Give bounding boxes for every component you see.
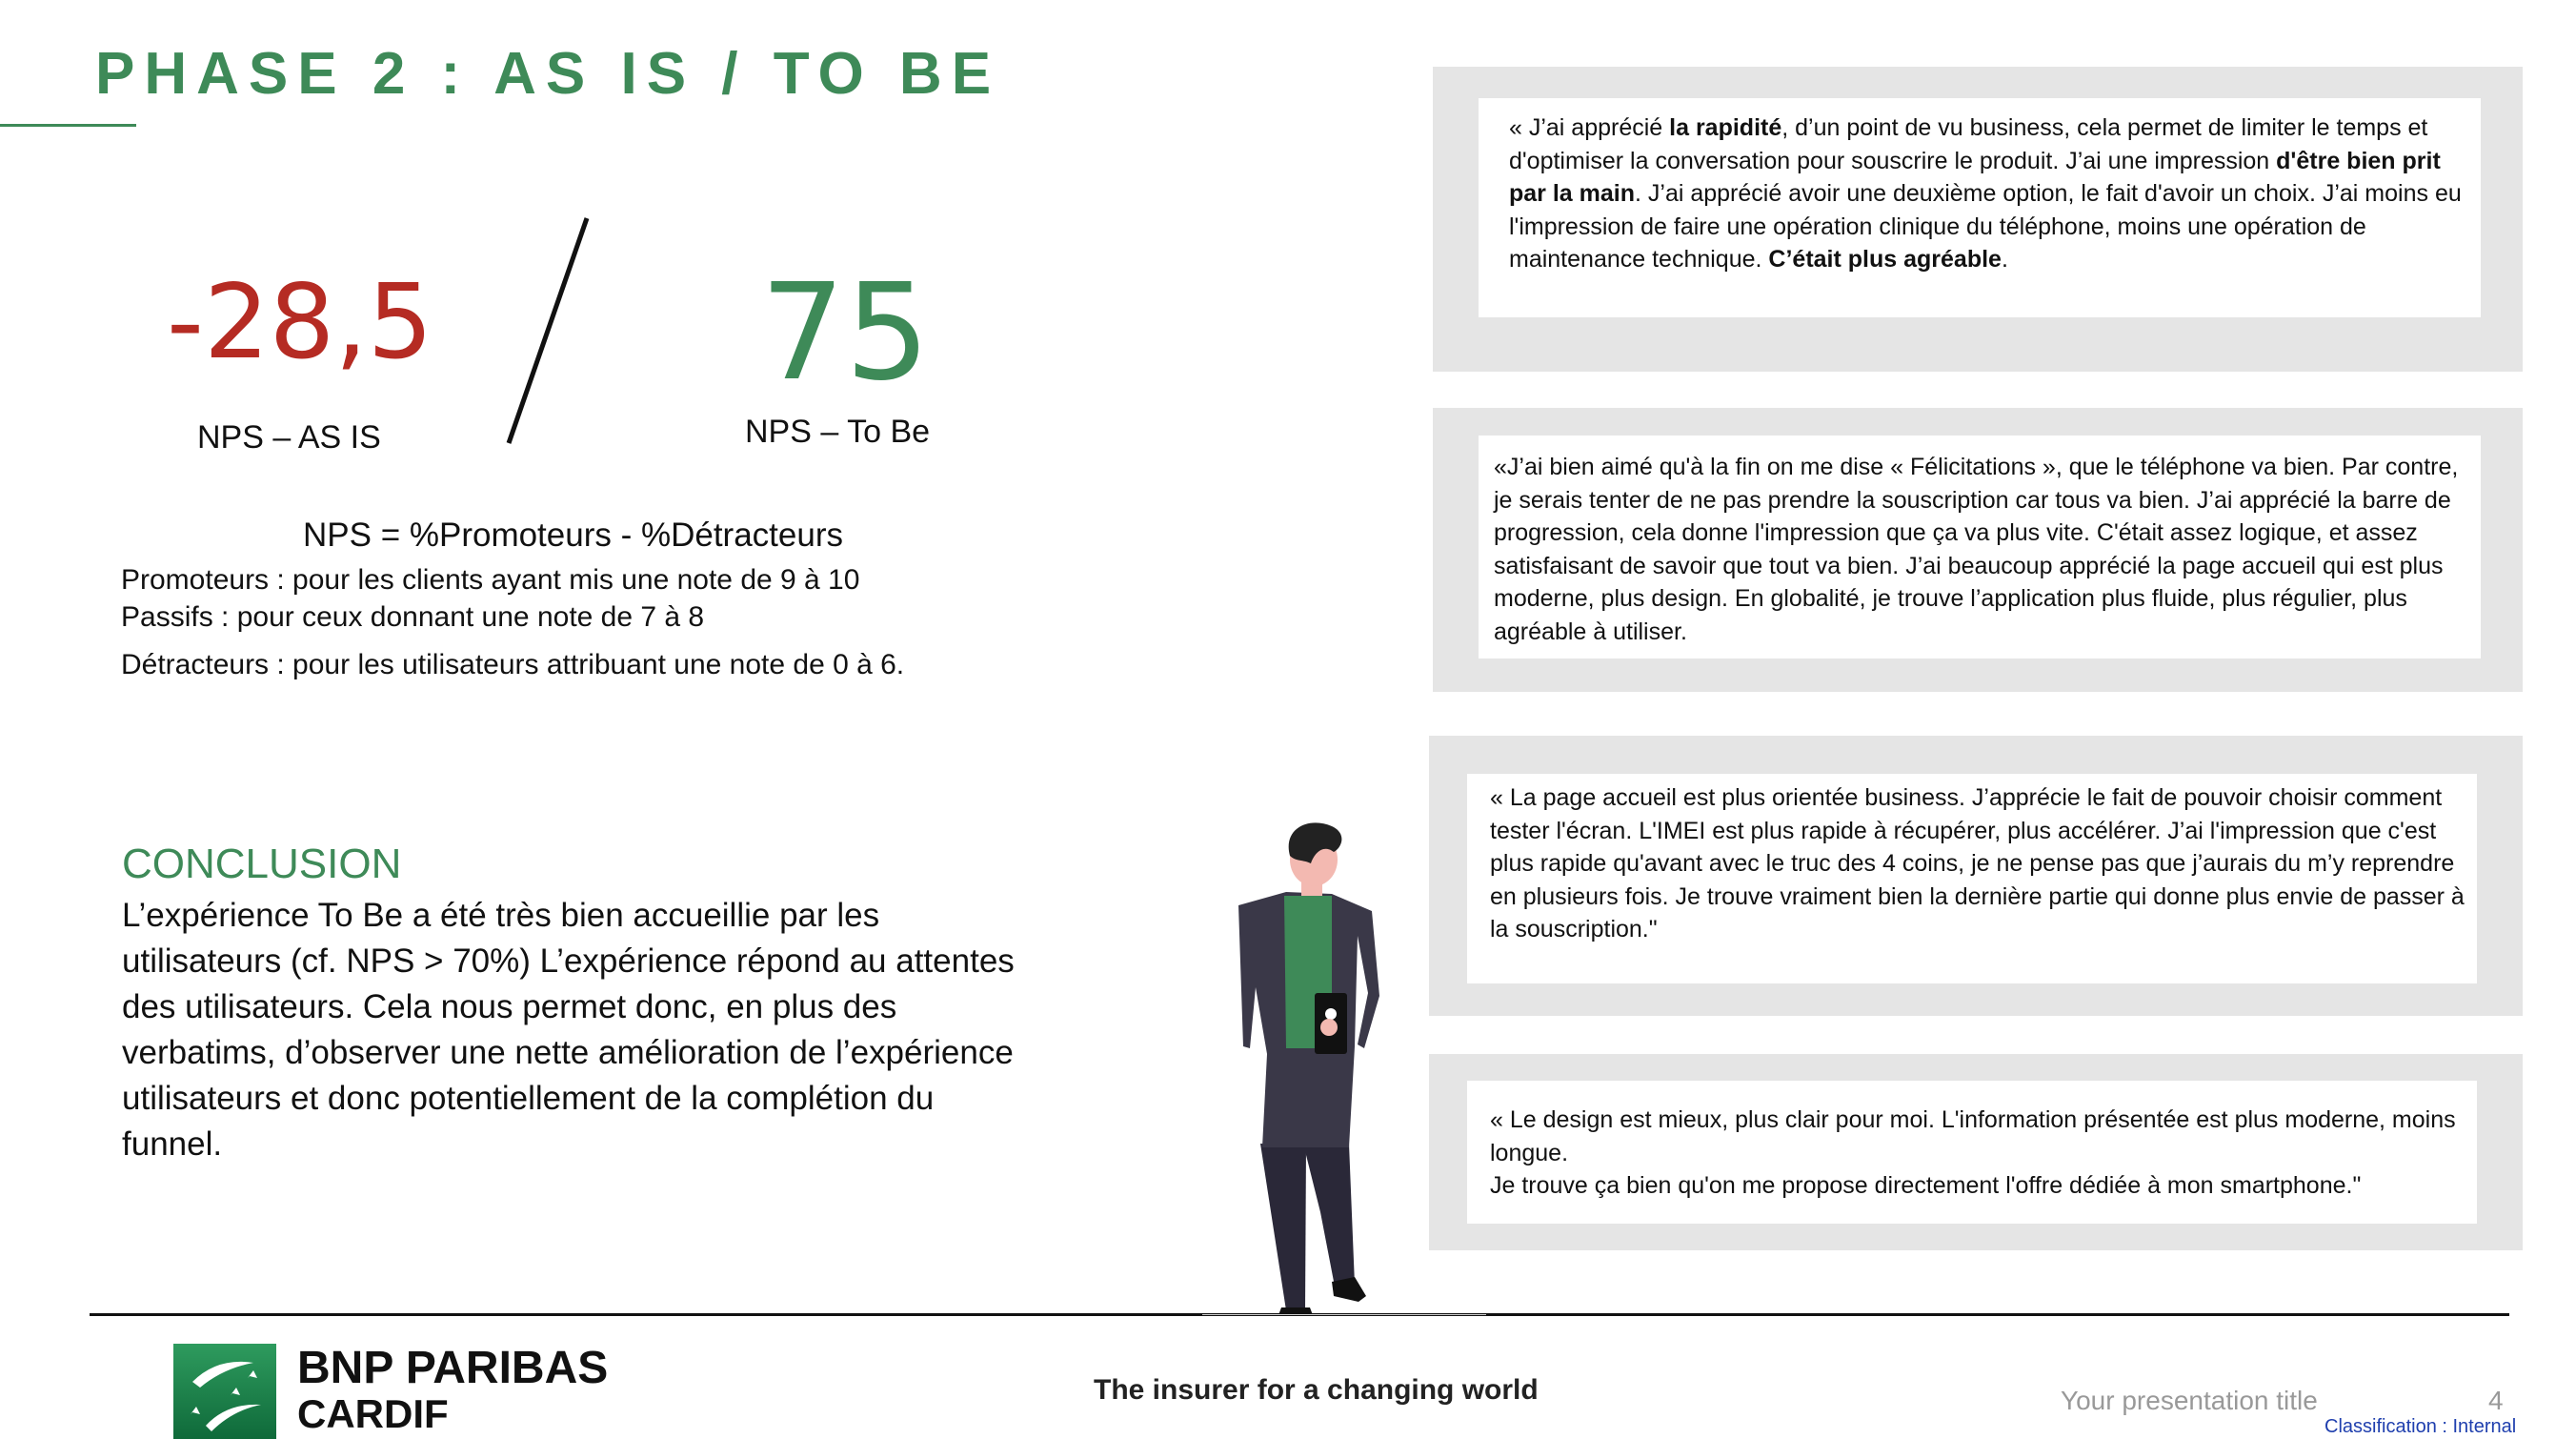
quote-text-segment: la rapidité xyxy=(1669,114,1782,141)
quote-card-2 xyxy=(1479,436,2481,659)
quote-text-segment: . xyxy=(2001,246,2008,273)
quote-text-segment: Je trouve ça bien qu'on me propose directement l'offre dédiée à mon smartphone." xyxy=(1490,1172,2362,1199)
page-number: 4 xyxy=(2488,1386,2504,1415)
person-illustration xyxy=(1191,820,1410,1320)
quote-text-segment: « La page accueil est plus orientée business. J’apprécie le fait de pouvoir choisir comment tester l'écran. L'IMEI est plus rapide à récupérer, plus accélérer. J’ai l'impression que c'est plus rapide qu'avant avec le truc des 4 coins, je ne pense pas que j’aurais du m’y reprendre en plusieurs fois. Je trouve vraiment bien la dernière partie qui donne plus envie de passer à la souscription." xyxy=(1490,784,2465,942)
quote-text-segment: C’était plus agréable xyxy=(1768,246,2002,273)
nps-to-be-value: 75 xyxy=(760,255,931,411)
nps-to-be-label: NPS – To Be xyxy=(745,414,931,450)
presentation-title: Your presentation title xyxy=(2061,1386,2318,1415)
conclusion-heading: CONCLUSION xyxy=(122,841,402,887)
quote-text-segment: « J’ai apprécié xyxy=(1509,114,1670,141)
quote-card-1 xyxy=(1479,98,2481,317)
quote-frame-1 xyxy=(1433,67,2523,372)
illustration-floor xyxy=(1202,1314,1486,1315)
nps-as-is-value: -28,5 xyxy=(167,263,433,382)
legend-passifs: Passifs : pour ceux donnant une note de 7 à 8 xyxy=(121,601,705,633)
quote-frame-4 xyxy=(1429,1054,2523,1250)
title-underline xyxy=(0,124,136,127)
nps-formula: NPS = %Promoteurs - %Détracteurs xyxy=(303,517,843,554)
quote-frame-3 xyxy=(1429,736,2523,1016)
bnp-stars-logo-icon xyxy=(173,1344,276,1439)
brand-name-line1: BNP PARIBAS xyxy=(297,1343,609,1393)
quote-card-4 xyxy=(1467,1081,2477,1224)
quote-text-segment: «J’ai bien aimé qu'à la fin on me dise « Félicitations », que le téléphone va bien. Par contre, je serais tenter de ne pas prendre la souscription car tous va bien. J’ai apprécié la barre de progression, cela donne l'impression que ça va plus vite. C'était assez logique, et assez satisfaisant de savoir que tout va bien. J’ai beaucoup apprécié la page accueil qui est plus moderne, plus design. En globalité, je trouve l’application plus fluide, plus régulier, plus agréable à utiliser. xyxy=(1494,454,2459,645)
legend-promoteurs: Promoteurs : pour les clients ayant mis une note de 9 à 10 xyxy=(121,564,860,596)
classification-label: Classification : Internal xyxy=(2324,1416,2517,1437)
slash-divider xyxy=(495,214,600,453)
quote-card-3 xyxy=(1467,774,2477,983)
page-title: PHASE 2 : AS IS / TO BE xyxy=(95,41,1001,107)
quote-text-segment: d'être bien prit par la main xyxy=(1509,147,2441,207)
quote-text-segment: « Le design est mieux, plus clair pour moi. L'information présentée est plus moderne, moins longue. xyxy=(1490,1106,2456,1166)
legend-detracteurs: Détracteurs : pour les utilisateurs attribuant une note de 0 à 6. xyxy=(121,649,905,680)
brand-name-line2: CARDIF xyxy=(297,1391,449,1436)
quote-frame-2 xyxy=(1433,408,2523,692)
brand-tagline: The insurer for a changing world xyxy=(1094,1374,1539,1406)
conclusion-text: L’expérience To Be a été très bien accueillie par les utilisateurs (cf. NPS > 70%) L’expérience répond au attentes des utilisateurs. Cela nous permet donc, en plus des verbatims, d’observer une nette amélioration de l’expérience utilisateurs et donc potentiellement de la complétion du funnel. xyxy=(122,897,1015,1163)
nps-as-is-label: NPS – AS IS xyxy=(197,419,381,456)
quote-text-segment: . J’ai apprécié avoir une deuxième option, le fait d'avoir un choix. J’ai moins eu l'impression de faire une opération clinique du téléphone, moins une opération de maintenance technique. xyxy=(1509,180,2462,273)
quote-text-segment: , d’un point de vu business, cela permet de limiter le temps et d'optimiser la conversation pour souscrire le produit. J’ai une impression xyxy=(1509,114,2428,174)
